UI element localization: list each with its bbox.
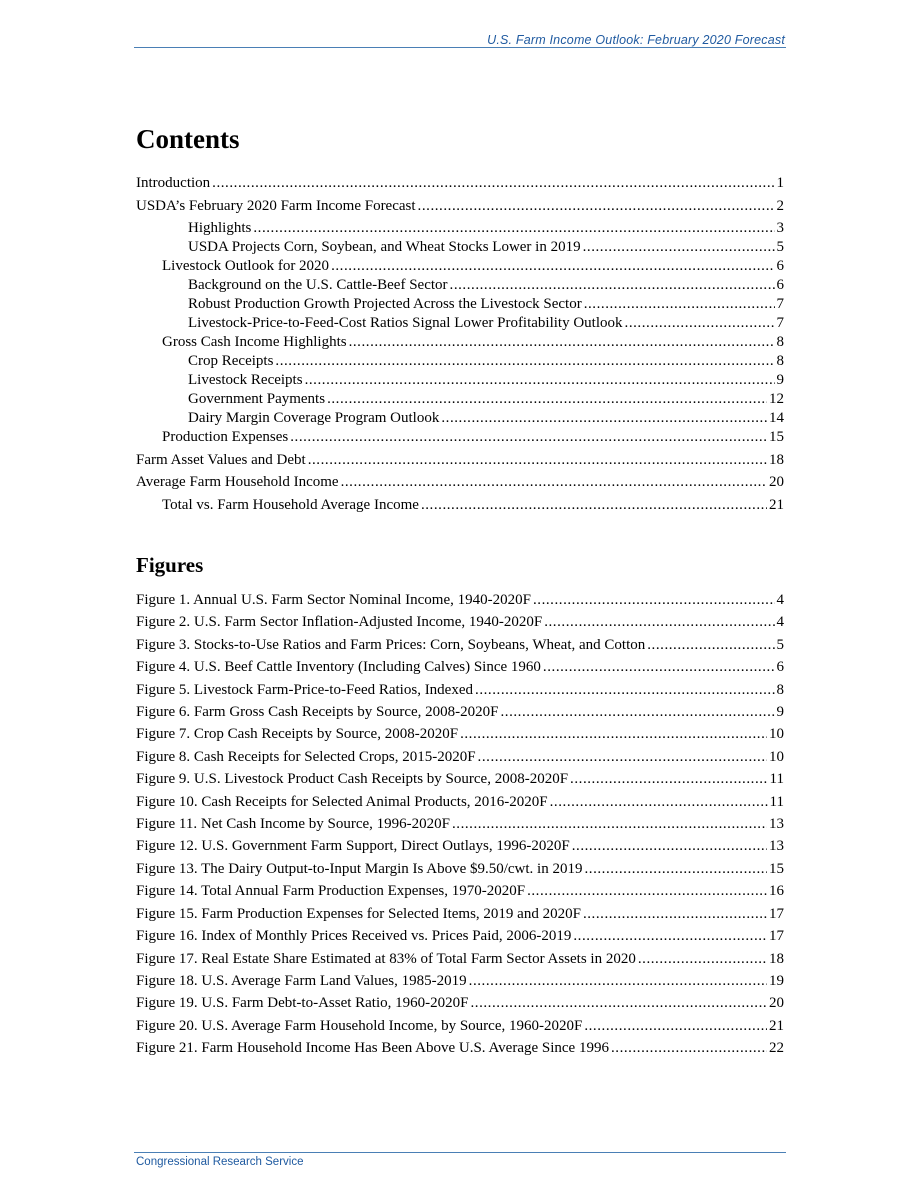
toc-entry-text: Total vs. Farm Household Average Income <box>162 496 419 513</box>
figure-entry-page: 13 <box>769 838 784 855</box>
toc-entry-page: 6 <box>776 258 784 274</box>
toc-entry-page: 7 <box>776 315 784 331</box>
figure-entry-text: Figure 7. Crop Cash Receipts by Source, 2008-2020F <box>136 726 459 743</box>
figure-entry-text: Figure 15. Farm Production Expenses for Selected Items, 2019 and 2020F <box>136 905 581 922</box>
figures-list <box>136 589 784 1060</box>
toc-entry-text: Background on the U.S. Cattle-Beef Sector <box>188 277 448 293</box>
toc-entry-page: 9 <box>776 372 784 388</box>
header-title: U.S. Farm Income Outlook: February 2020 Forecast <box>487 33 785 47</box>
toc-entry[interactable] <box>136 238 784 257</box>
toc-entry-text: Gross Cash Income Highlights <box>162 334 347 350</box>
dot-leader <box>418 197 775 216</box>
toc-entry[interactable] <box>136 352 784 371</box>
dot-leader <box>584 295 775 314</box>
figure-entry-page: 16 <box>769 883 784 900</box>
dot-leader <box>290 428 767 447</box>
figure-entry[interactable] <box>136 813 784 835</box>
figure-entry-page: 4 <box>776 592 784 608</box>
figure-entry[interactable] <box>136 723 784 745</box>
figure-entry-page: 17 <box>769 905 784 922</box>
dot-leader <box>275 352 774 371</box>
figure-entry[interactable] <box>136 611 784 633</box>
toc-entry-text: Robust Production Growth Projected Across the Livestock Sector <box>188 296 582 312</box>
dot-leader <box>421 496 767 515</box>
toc-entry[interactable] <box>136 428 784 447</box>
figure-entry[interactable] <box>136 970 784 992</box>
figure-entry-text: Figure 3. Stocks-to-Use Ratios and Farm Prices: Corn, Soybeans, Wheat, and Cotton <box>136 636 646 653</box>
figure-entry-page: 5 <box>776 636 784 653</box>
figure-entry[interactable] <box>136 701 784 723</box>
footer-text: Congressional Research Service <box>136 1156 304 1168</box>
dot-leader <box>527 880 767 902</box>
figure-entry[interactable] <box>136 835 784 857</box>
figure-entry[interactable] <box>136 1037 784 1059</box>
figure-entry-text: Figure 8. Cash Receipts for Selected Crops, 2015-2020F <box>136 748 476 765</box>
toc-entry-page: 1 <box>776 175 784 191</box>
dot-leader <box>583 238 775 257</box>
toc-entry[interactable] <box>136 333 784 352</box>
figure-entry-page: 10 <box>769 748 784 765</box>
toc-entry-page: 7 <box>776 296 784 312</box>
dot-leader <box>638 948 767 970</box>
toc-entry-text: USDA’s February 2020 Farm Income Forecast <box>136 197 416 214</box>
figure-entry[interactable] <box>136 880 784 902</box>
dot-leader <box>572 835 767 857</box>
figure-entry[interactable] <box>136 634 784 656</box>
figure-entry-page: 18 <box>769 950 784 967</box>
toc-entry[interactable] <box>136 390 784 409</box>
toc-entry-page: 8 <box>776 334 784 350</box>
figure-entry-page: 22 <box>769 1040 784 1057</box>
dot-leader <box>500 701 774 723</box>
dot-leader <box>253 219 774 238</box>
dot-leader <box>305 371 775 390</box>
toc-entry-text: Production Expenses <box>162 429 289 445</box>
contents-list <box>136 174 784 515</box>
figure-entry-text: Figure 2. U.S. Farm Sector Inflation-Adjusted Income, 1940-2020F <box>136 614 543 631</box>
figure-entry-text: Figure 9. U.S. Livestock Product Cash Receipts by Source, 2008-2020F <box>136 771 569 788</box>
figure-entry-page: 6 <box>776 659 784 676</box>
toc-entry[interactable] <box>136 496 784 515</box>
dot-leader <box>441 409 767 428</box>
toc-entry-page: 21 <box>769 496 784 513</box>
figure-entry[interactable] <box>136 768 784 790</box>
toc-entry-text: Dairy Margin Coverage Program Outlook <box>188 410 440 426</box>
dot-leader <box>550 791 768 813</box>
figure-entry-text: Figure 17. Real Estate Share Estimated at 83% of Total Farm Sector Assets in 2020 <box>136 950 636 967</box>
toc-entry-text: Livestock Outlook for 2020 <box>162 258 330 274</box>
toc-entry[interactable] <box>136 197 784 216</box>
figure-entry[interactable] <box>136 925 784 947</box>
figure-entry-text: Figure 11. Net Cash Income by Source, 1996-2020F <box>136 816 450 833</box>
figure-entry-text: Figure 1. Annual U.S. Farm Sector Nominal Income, 1940-2020F <box>136 592 531 608</box>
figure-entry[interactable] <box>136 992 784 1014</box>
dot-leader <box>584 1015 767 1037</box>
toc-entry-text: Government Payments <box>188 391 326 407</box>
contents-heading: Contents <box>136 124 240 154</box>
dot-leader <box>611 1037 767 1059</box>
figure-entry[interactable] <box>136 858 784 880</box>
figure-entry-text: Figure 13. The Dairy Output-to-Input Margin Is Above $9.50/cwt. in 2019 <box>136 860 583 877</box>
toc-entry-page: 8 <box>776 353 784 369</box>
page-header <box>134 33 786 48</box>
dot-leader <box>533 589 775 611</box>
dot-leader <box>470 992 767 1014</box>
toc-entry[interactable] <box>136 314 784 333</box>
dot-leader <box>570 768 768 790</box>
toc-entry-text: Livestock-Price-to-Feed-Cost Ratios Signal Lower Profitability Outlook <box>188 315 623 331</box>
figure-entry-text: Figure 19. U.S. Farm Debt-to-Asset Ratio, 1960-2020F <box>136 995 469 1012</box>
toc-entry-text: USDA Projects Corn, Soybean, and Wheat Stocks Lower in 2019 <box>188 239 581 255</box>
figure-entry-text: Figure 5. Livestock Farm-Price-to-Feed Ratios, Indexed <box>136 681 474 698</box>
dot-leader <box>452 813 767 835</box>
toc-entry[interactable] <box>136 371 784 390</box>
dot-leader <box>349 333 775 352</box>
toc-entry[interactable] <box>136 257 784 276</box>
toc-entry-page: 20 <box>769 474 784 490</box>
dot-leader <box>583 903 767 925</box>
figure-entry-page: 19 <box>769 972 784 989</box>
dot-leader <box>584 858 767 880</box>
figure-entry-page: 15 <box>769 860 784 877</box>
figure-entry-page: 17 <box>769 928 784 945</box>
dot-leader <box>469 970 767 992</box>
dot-leader <box>450 276 775 295</box>
figure-entry[interactable] <box>136 948 784 970</box>
figure-entry-page: 4 <box>776 614 784 631</box>
toc-entry-text: Livestock Receipts <box>188 372 303 388</box>
figure-entry-text: Figure 12. U.S. Government Farm Support, Direct Outlays, 1996-2020F <box>136 838 570 855</box>
dot-leader <box>460 723 767 745</box>
toc-entry-page: 18 <box>769 451 784 468</box>
figure-entry-page: 20 <box>769 995 784 1012</box>
toc-entry[interactable] <box>136 174 784 193</box>
figure-entry[interactable] <box>136 746 784 768</box>
dot-leader <box>544 611 774 633</box>
toc-entry-text: Highlights <box>188 220 252 236</box>
figure-entry-text: Figure 4. U.S. Beef Cattle Inventory (Including Calves) Since 1960 <box>136 659 541 676</box>
toc-entry-page: 2 <box>776 197 784 214</box>
figure-entry-page: 13 <box>769 816 784 833</box>
toc-entry[interactable] <box>136 219 784 238</box>
dot-leader <box>308 451 767 470</box>
toc-entry-page: 5 <box>776 239 784 255</box>
dot-leader <box>625 314 775 333</box>
dot-leader <box>478 746 767 768</box>
figures-heading: Figures <box>136 553 204 577</box>
figure-entry-text: Figure 16. Index of Monthly Prices Received vs. Prices Paid, 2006-2019 <box>136 928 572 945</box>
toc-entry[interactable] <box>136 451 784 470</box>
figure-entry-text: Figure 21. Farm Household Income Has Been Above U.S. Average Since 1996 <box>136 1040 609 1057</box>
figure-entry-text: Figure 6. Farm Gross Cash Receipts by Source, 2008-2020F <box>136 704 499 721</box>
figure-entry-page: 11 <box>769 771 784 788</box>
toc-entry[interactable] <box>136 276 784 295</box>
figure-entry-text: Figure 20. U.S. Average Farm Household Income, by Source, 1960-2020F <box>136 1017 583 1034</box>
toc-entry-page: 14 <box>769 410 784 426</box>
toc-entry[interactable] <box>136 473 784 492</box>
toc-entry-page: 6 <box>776 277 784 293</box>
dot-leader <box>647 634 774 656</box>
figure-entry-page: 9 <box>776 704 784 721</box>
figure-entry[interactable] <box>136 679 784 701</box>
toc-entry-text: Farm Asset Values and Debt <box>136 451 306 468</box>
figure-entry[interactable] <box>136 589 784 611</box>
figure-entry[interactable] <box>136 656 784 678</box>
dot-leader <box>327 390 767 409</box>
dot-leader <box>341 473 767 492</box>
toc-entry-text: Average Farm Household Income <box>136 474 339 490</box>
figure-entry[interactable] <box>136 903 784 925</box>
figure-entry-page: 21 <box>769 1017 784 1034</box>
figure-entry[interactable] <box>136 1015 784 1037</box>
toc-entry[interactable] <box>136 295 784 314</box>
figure-entry-text: Figure 10. Cash Receipts for Selected Animal Products, 2016-2020F <box>136 793 548 810</box>
toc-entry-page: 12 <box>769 391 784 407</box>
dot-leader <box>543 656 775 678</box>
dot-leader <box>573 925 767 947</box>
toc-entry[interactable] <box>136 409 784 428</box>
figure-entry-text: Figure 18. U.S. Average Farm Land Values, 1985-2019 <box>136 972 467 989</box>
page-footer <box>134 1152 786 1168</box>
toc-entry-text: Introduction <box>136 175 211 191</box>
figure-entry[interactable] <box>136 791 784 813</box>
figure-entry-text: Figure 14. Total Annual Farm Production Expenses, 1970-2020F <box>136 883 526 900</box>
toc-entry-text: Crop Receipts <box>188 353 274 369</box>
figure-entry-page: 8 <box>776 681 784 698</box>
toc-entry-page: 3 <box>776 220 784 236</box>
figure-entry-page: 10 <box>769 726 784 743</box>
dot-leader <box>212 174 774 193</box>
toc-entry-page: 15 <box>769 429 784 445</box>
dot-leader <box>331 257 774 276</box>
figure-entry-page: 11 <box>769 793 784 810</box>
dot-leader <box>475 679 774 701</box>
